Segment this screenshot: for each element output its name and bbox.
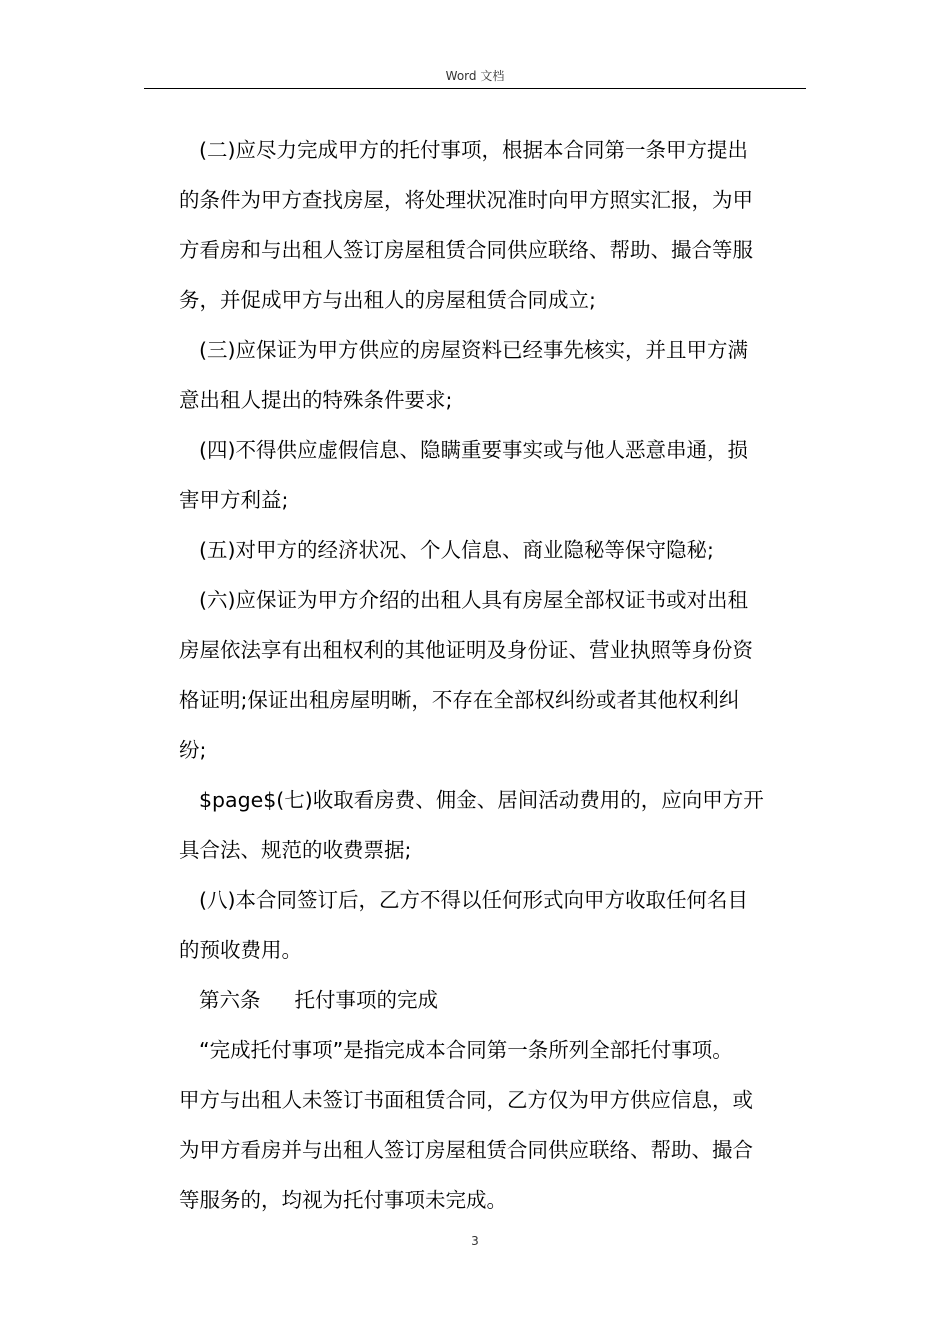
paragraph-line: (五)对甲方的经济状况、个人信息、商业隐秘等保守隐秘;: [199, 538, 714, 562]
header-divider: [144, 88, 806, 89]
paragraph-line: 房屋依法享有出租权利的其他证明及身份证、营业执照等身份资: [179, 638, 753, 662]
document-body: [179, 125, 805, 1225]
paragraph-line: 务，并促成甲方与出租人的房屋租赁合同成立;: [179, 288, 596, 312]
page-number: 3: [471, 1234, 479, 1248]
paragraph-line: 纷;: [179, 738, 207, 762]
paragraph-line: 方看房和与出租人签订房屋租赁合同供应联络、帮助、撮合等服: [179, 238, 753, 262]
paragraph-line: 格证明;保证出租房屋明晰，不存在全部权纠纷或者其他权利纠: [179, 688, 740, 712]
article-title: 托付事项的完成: [294, 988, 438, 1012]
paragraph-line: 等服务的，均视为托付事项未完成。: [179, 1188, 507, 1212]
paragraph-line: 害甲方利益;: [179, 488, 289, 512]
paragraph-line: 的条件为甲方查找房屋，将处理状况准时向甲方照实汇报，为甲: [179, 188, 753, 212]
paragraph-line: 甲方与出租人未签订书面租赁合同，乙方仅为甲方供应信息，或: [179, 1088, 753, 1112]
page-header-title: Word 文档: [445, 69, 505, 83]
paragraph-line: $page$(七)收取看房费、佣金、居间活动费用的，应向甲方开: [199, 788, 764, 812]
paragraph-line: “完成托付事项”是指完成本合同第一条所列全部托付事项。: [199, 1038, 733, 1062]
paragraph-line: (八)本合同签订后，乙方不得以任何形式向甲方收取任何名目: [199, 888, 748, 912]
paragraph-line: (四)不得供应虚假信息、隐瞒重要事实或与他人恶意串通，损: [199, 438, 748, 462]
paragraph-line: (二)应尽力完成甲方的托付事项，根据本合同第一条甲方提出: [199, 138, 748, 162]
paragraph-line: 为甲方看房并与出租人签订房屋租赁合同供应联络、帮助、撮合: [179, 1138, 753, 1162]
article-heading: [179, 975, 805, 1025]
article-number: 第六条: [199, 988, 261, 1012]
paragraph-line: 意出租人提出的特殊条件要求;: [179, 388, 453, 412]
paragraph-line: (三)应保证为甲方供应的房屋资料已经事先核实，并且甲方满: [199, 338, 748, 362]
paragraph-line: 的预收费用。: [179, 938, 302, 962]
paragraph-line: (六)应保证为甲方介绍的出租人具有房屋全部权证书或对出租: [199, 588, 748, 612]
paragraph-line: 具合法、规范的收费票据;: [179, 838, 412, 862]
